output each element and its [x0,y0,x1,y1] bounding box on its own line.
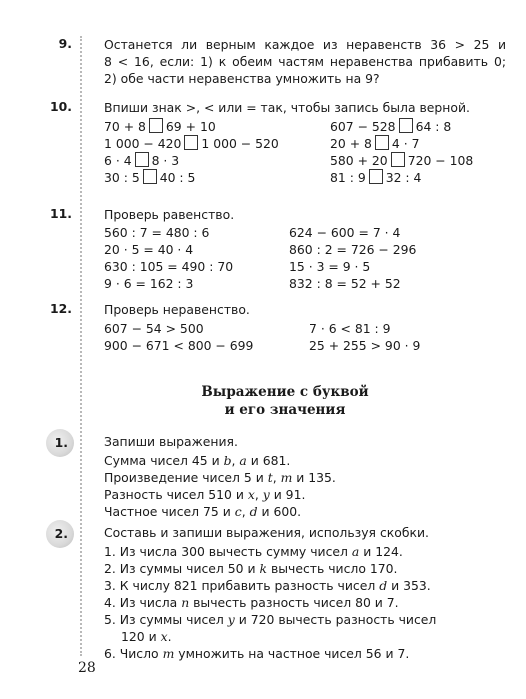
equation: 9 · 6 = 162 : 3 [104,276,194,291]
exercise-11-left-column [104,224,289,292]
exercise-11-number: 11. [50,206,72,221]
answer-box[interactable] [143,169,157,184]
inequality: 7 · 6 < 81 : 9 [309,321,391,336]
task-1-line: Частное чисел 75 и c, d и 600. [104,504,302,519]
comparison-row: 70 + 8 69 + 10 [104,119,216,134]
exercise-9-number: 9. [58,36,72,51]
comparison-row: 6 · 4 8 · 3 [104,153,180,168]
answer-box[interactable] [369,169,383,184]
task-2 [104,524,506,662]
answer-box[interactable] [135,152,149,167]
task-1-number-badge: 1. [46,429,74,457]
answer-box[interactable] [184,135,198,150]
exercise-10-right-column [330,118,473,186]
comparison-row: 607 − 528 64 : 8 [330,119,452,134]
task-2-item-continuation: 120 и x. [121,629,172,644]
exercise-9 [104,36,506,87]
exercise-12-number: 12. [50,301,72,316]
exercise-9-line: Останется ли верным каждое из неравенств 36 > 25 и [104,37,506,52]
section-title-line: Выражение с буквой [201,384,369,400]
equation: 624 − 600 = 7 · 4 [289,225,401,240]
exercise-12 [104,301,506,354]
task-1-line: Сумма чисел 45 и b, a и 681. [104,453,291,468]
exercise-12-intro: Проверь неравенство. [104,302,250,317]
equation: 560 : 7 = 480 : 6 [104,225,210,240]
answer-box[interactable] [399,118,413,133]
exercise-9-line: 2) обе части неравенства умножить на 9? [104,71,380,86]
section-title-line: и его значения [224,402,346,418]
task-1-line: Разность чисел 510 и x, y и 91. [104,487,306,502]
inequality: 900 − 671 < 800 − 699 [104,338,254,353]
task-2-item: 6. Число m умножить на частное чисел 56 и 7. [104,646,410,661]
task-2-item: 3. К числу 821 прибавить разность чисел d и 353. [104,578,431,593]
page-number: 28 [78,660,96,676]
equation: 860 : 2 = 726 − 296 [289,242,417,257]
comparison-row: 580 + 20 720 − 108 [330,153,474,168]
exercise-10-intro: Впиши знак >, < или = так, чтобы запись была верной. [104,100,470,115]
margin-dotted-line [80,36,82,656]
comparison-row: 1 000 − 420 1 000 − 520 [104,136,279,151]
task-2-item: 2. Из суммы чисел 50 и k вычесть число 170. [104,561,398,576]
exercise-10-left-column [104,118,330,186]
inequality: 607 − 54 > 500 [104,321,204,336]
exercise-11 [104,206,506,292]
answer-box[interactable] [149,118,163,133]
comparison-row: 20 + 8 4 · 7 [330,136,420,151]
task-1-line: Произведение чисел 5 и t, m и 135. [104,470,336,485]
exercise-11-right-column [289,224,416,292]
equation: 15 · 3 = 9 · 5 [289,259,371,274]
exercise-10 [104,99,506,186]
task-1 [104,433,506,520]
task-2-number-badge: 2. [46,520,74,548]
exercise-12-right-column [309,320,420,354]
answer-box[interactable] [391,152,405,167]
answer-box[interactable] [375,135,389,150]
equation: 630 : 105 = 490 : 70 [104,259,234,274]
task-2-intro: Составь и запиши выражения, используя скобки. [104,525,429,540]
task-2-item: 1. Из числа 300 вычесть сумму чисел a и 124. [104,544,403,559]
section-title [160,383,410,419]
exercise-12-left-column [104,320,309,354]
comparison-row: 30 : 5 40 : 5 [104,170,196,185]
inequality: 25 + 255 > 90 · 9 [309,338,421,353]
task-2-item: 4. Из числа n вычесть разность чисел 80 и 7. [104,595,399,610]
exercise-11-intro: Проверь равенство. [104,207,235,222]
exercise-10-number: 10. [50,99,72,114]
exercise-9-line: 8 < 16, если: 1) к обеим частям неравенства прибавить 0; [104,54,506,69]
task-1-intro: Запиши выражения. [104,434,238,449]
equation: 20 · 5 = 40 · 4 [104,242,194,257]
task-2-item: 5. Из суммы чисел y и 720 вычесть разность чисел [104,612,437,627]
comparison-row: 81 : 9 32 : 4 [330,170,422,185]
equation: 832 : 8 = 52 + 52 [289,276,401,291]
